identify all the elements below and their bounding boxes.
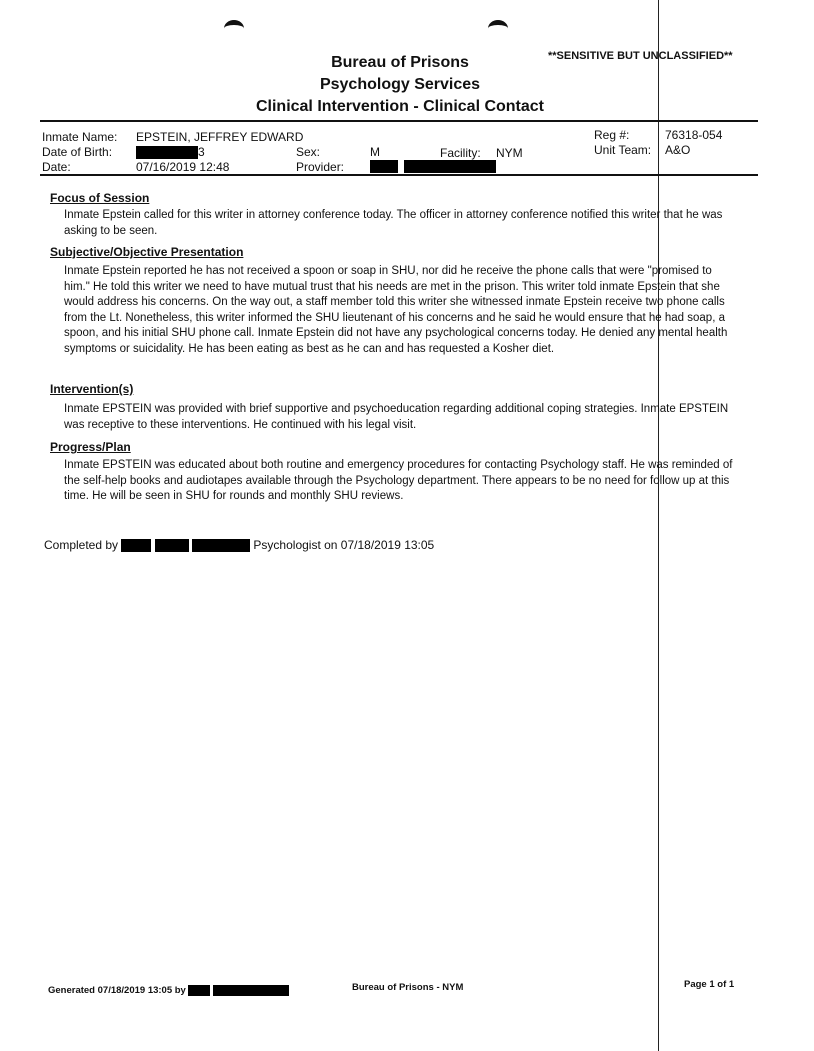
completed-by-line bbox=[44, 538, 434, 552]
inmate-name-label: Inmate Name: bbox=[42, 130, 118, 144]
punch-hole-right bbox=[488, 20, 508, 37]
section-heading-progress: Progress/Plan bbox=[50, 440, 131, 454]
unit-team-value: A&O bbox=[665, 143, 691, 157]
provider-value bbox=[370, 159, 496, 173]
form-title: Clinical Intervention - Clinical Contact bbox=[255, 98, 545, 115]
date-label: Date: bbox=[42, 160, 71, 174]
scan-artifact-line bbox=[658, 0, 659, 1051]
date-value: 07/16/2019 12:48 bbox=[136, 160, 230, 174]
punch-hole-left bbox=[224, 20, 244, 37]
sex-value: M bbox=[370, 145, 380, 159]
redaction-box bbox=[121, 539, 151, 552]
section-heading-focus: Focus of Session bbox=[50, 191, 150, 205]
section-body-subjective: Inmate Epstein reported he has not received a spoon or soap in SHU, nor did he receive the phone calls that were "promised to him." He told this writer we need to have mutual trust that his needs are met in the prison. This writer told inmate Epstein that she would address his concerns. On the way out, a staff member told this writer she witnessed inmate Epstein receive two phone calls from the Lt. Nonetheless, this writer informed the SHU lieutenant of his concerns and he said he would ensure that he had soap, a spoon, and his initial SHU phone call. Inmate Epstein did not have any psychological concerns today. He denied any mental health symptoms or suicidality. He has been eating as best as he can and has requested a Kosher diet. bbox=[64, 265, 728, 355]
redaction-box bbox=[213, 985, 289, 996]
completed-by-suffix: Psychologist on 07/18/2019 13:05 bbox=[253, 538, 435, 552]
sex-label: Sex: bbox=[296, 145, 321, 159]
section-body-focus: Inmate Epstein called for this writer in attorney conference today. The officer in attorney conference notified this writer that he was asking to be seen. bbox=[64, 209, 723, 237]
completed-by-prefix: Completed by bbox=[44, 538, 119, 552]
redaction-box bbox=[188, 985, 210, 996]
redaction-box bbox=[192, 539, 250, 552]
section-body-progress: Inmate EPSTEIN was educated about both routine and emergency procedures for contacting Psychology staff. He was reminded of the self-help books and audiotapes available through the Psychology department. There appears to be no need for follow up at this time. He will be seen in SHU for rounds and monthly SHU reviews. bbox=[64, 459, 733, 502]
redaction-box bbox=[155, 539, 189, 552]
inmate-name-value: EPSTEIN, JEFFREY EDWARD bbox=[136, 130, 304, 144]
facility-value: NYM bbox=[496, 146, 523, 160]
section-body-interventions: Inmate EPSTEIN was provided with brief supportive and psychoeducation regarding additional coping strategies. Inmate EPSTEIN was receptive to these interventions. He continued with his legal visit. bbox=[64, 403, 729, 431]
reg-value: 76318-054 bbox=[665, 128, 723, 142]
facility-label: Facility: bbox=[440, 146, 481, 160]
reg-label: Reg #: bbox=[594, 128, 630, 142]
department-title: Psychology Services bbox=[319, 76, 481, 93]
footer-generated bbox=[48, 985, 289, 996]
provider-label: Provider: bbox=[296, 160, 345, 174]
redaction-box bbox=[404, 160, 496, 173]
redaction-box bbox=[136, 146, 198, 159]
section-heading-interventions: Intervention(s) bbox=[50, 382, 134, 396]
footer-generated-text: Generated 07/18/2019 13:05 by bbox=[48, 985, 186, 997]
agency-title: Bureau of Prisons bbox=[331, 54, 469, 71]
header-rule-top bbox=[40, 120, 758, 122]
header-rule-bottom bbox=[40, 174, 758, 176]
classification-label: **SENSITIVE BUT UNCLASSIFIED** bbox=[548, 50, 733, 62]
redaction-box bbox=[370, 160, 398, 173]
dob-tail: 3 bbox=[198, 145, 205, 159]
section-heading-subjective: Subjective/Objective Presentation bbox=[50, 245, 244, 259]
unit-team-label: Unit Team: bbox=[594, 143, 652, 157]
dob-label: Date of Birth: bbox=[42, 145, 113, 159]
footer-center: Bureau of Prisons - NYM bbox=[352, 982, 464, 993]
dob-value bbox=[136, 145, 205, 159]
footer-page: Page 1 of 1 bbox=[684, 979, 735, 990]
